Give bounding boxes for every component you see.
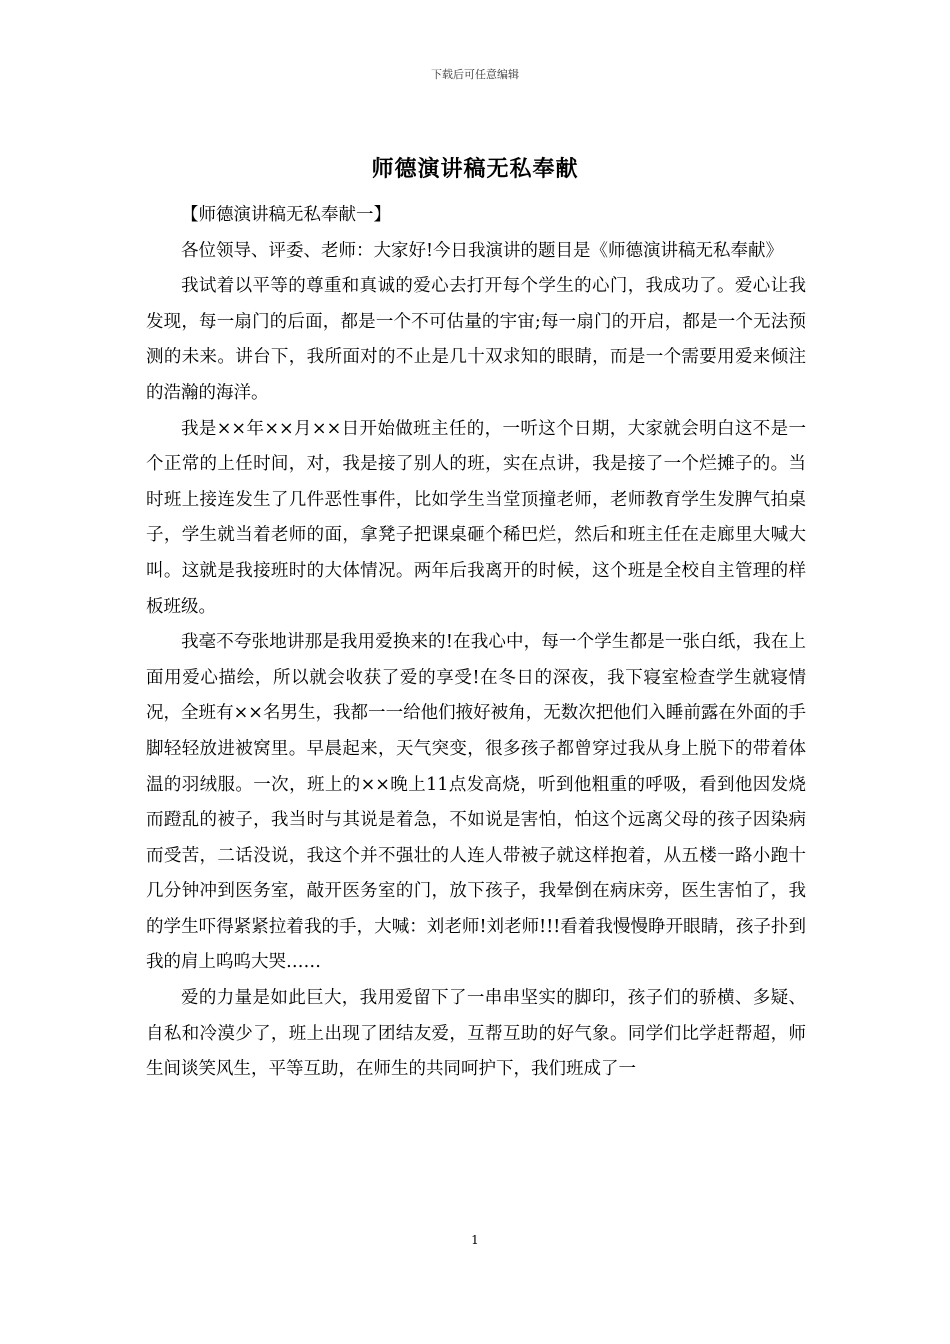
paragraph: 我试着以平等的尊重和真诚的爱心去打开每个学生的心门，我成功了。爱心让我发现，每一扇门的后面，都是一个不可估量的宇宙;每一扇门的开启，都是一个无法预测的未来。讲台下，我所面对的不止是几十双求知的眼睛，而是一个需要用爱来倾注的浩瀚的海洋。	[146, 276, 806, 403]
paragraph: 我是××年××月××日开始做班主任的，一听这个日期，大家就会明白这不是一个正常的上任时间，对，我是接了别人的班，实在点讲，我是接了一个烂摊子的。当时班上接连发生了几件恶性事件，比如学生当堂顶撞老师，老师教育学生发脾气拍桌子，学生就当着老师的面，拿凳子把课桌砸个稀巴烂，然后和班主任在走廊里大喊大叫。这就是我接班时的大体情况。两年后我离开的时候，这个班是全校自主管理的样板班级。	[146, 418, 806, 617]
section-heading: 【师德演讲稿无私奉献一】	[181, 205, 391, 225]
document-title: 师德演讲稿无私奉献	[371, 156, 579, 182]
paragraph: 爱的力量是如此巨大，我用爱留下了一串串坚实的脚印，孩子们的骄横、多疑、自私和冷漠少了，班上出现了团结友爱，互帮互助的好气象。同学们比学赶帮超，师生间谈笑风生，平等互助，在师生的共同呵护下，我们班成了一	[146, 988, 806, 1080]
document-body	[146, 198, 806, 1088]
paragraph: 各位领导、评委、老师：大家好!今日我演讲的题目是《师德演讲稿无私奉献》	[181, 240, 784, 261]
page-number: 1	[471, 1233, 479, 1247]
page-header-note: 下载后可任意编辑	[431, 68, 519, 81]
paragraph: 我毫不夸张地讲那是我用爱换来的!在我心中，每一个学生都是一张白纸，我在上面用爱心描绘，所以就会收获了爱的享受!在冬日的深夜，我下寝室检查学生就寝情况，全班有××名男生，我都一一给他们掖好被角，无数次把他们入睡前露在外面的手脚轻轻放进被窝里。早晨起来，天气突变，很多孩子都曾穿过我从身上脱下的带着体温的羽绒服。一次，班上的××晚上11点发高烧，听到他粗重的呼吸，看到他因发烧而蹬乱的被子，我当时与其说是着急，不如说是害怕，怕这个远离父母的孩子因染病而受苦，二话没说，我这个并不强壮的人连人带被子就这样抱着，从五楼一路小跑十几分钟冲到医务室，敲开医务室的门，放下孩子，我晕倒在病床旁，医生害怕了，我的学生吓得紧紧拉着我的手，大喊：刘老师!刘老师!!!看着我慢慢睁开眼睛，孩子扑到我的肩上呜呜大哭……	[146, 632, 806, 973]
